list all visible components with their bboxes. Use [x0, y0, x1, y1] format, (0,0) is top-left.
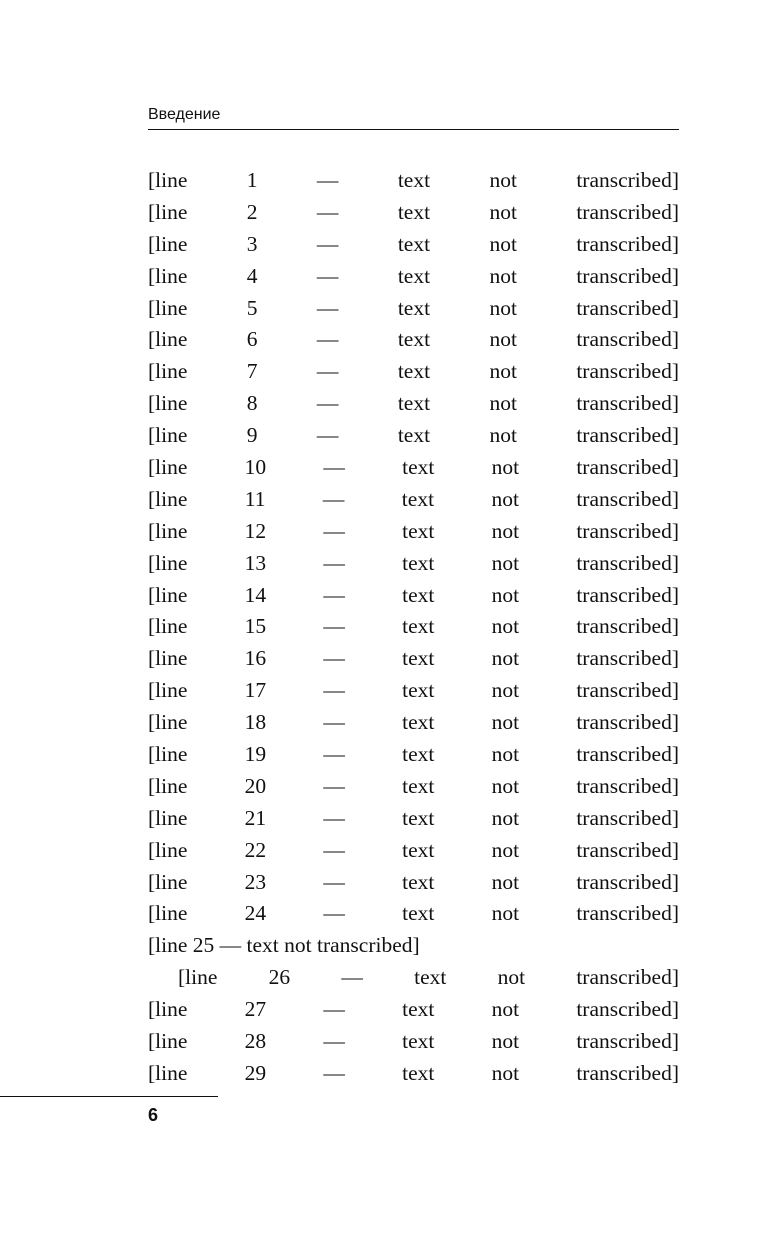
- text-line: [line 11 — text not transcribed]: [148, 486, 679, 511]
- text-line: [line 4 — text not transcribed]: [148, 263, 679, 288]
- text-line: [line 27 — text not transcribed]: [148, 997, 679, 1022]
- text-line: [line 7 — text not transcribed]: [148, 359, 679, 384]
- paragraph-1: [148, 165, 679, 962]
- text-line: [line 24 — text not transcribed]: [148, 901, 679, 926]
- page-number: 6: [148, 1105, 159, 1125]
- text-line: [line 28 — text not transcribed]: [148, 1029, 679, 1054]
- text-line: [line 5 — text not transcribed]: [148, 295, 679, 320]
- text-line: [line 23 — text not transcribed]: [148, 869, 679, 894]
- running-head: Введение: [148, 106, 221, 123]
- text-line: [line 16 — text not transcribed]: [148, 646, 679, 671]
- text-line: [line 10 — text not transcribed]: [148, 455, 679, 480]
- text-line: [line 14 — text not transcribed]: [148, 582, 679, 607]
- text-line: [line 9 — text not transcribed]: [148, 423, 679, 448]
- body-text: [148, 165, 679, 1090]
- text-line: [line 1 — text not transcribed]: [148, 168, 679, 192]
- text-line: [line 29 — text not transcribed]: [148, 1060, 679, 1085]
- text-line: [line 6 — text not transcribed]: [148, 327, 679, 352]
- paragraph-2: [148, 962, 679, 1090]
- text-line: [line 17 — text not transcribed]: [148, 678, 679, 703]
- text-line: [line 20 — text not transcribed]: [148, 773, 679, 798]
- text-line: [line 13 — text not transcribed]: [148, 550, 679, 575]
- text-line: [line 8 — text not transcribed]: [148, 391, 679, 416]
- text-line: [line 3 — text not transcribed]: [148, 231, 679, 256]
- text-line: [line 2 — text not transcribed]: [148, 199, 679, 224]
- text-line: [line 18 — text not transcribed]: [148, 710, 679, 735]
- footer-rule: [0, 1096, 218, 1097]
- header-rule: [148, 129, 679, 130]
- text-line: [line 19 — text not transcribed]: [148, 742, 679, 767]
- text-line: [line 15 — text not transcribed]: [148, 614, 679, 639]
- text-line: [line 22 — text not transcribed]: [148, 837, 679, 862]
- text-line: [line 21 — text not transcribed]: [148, 805, 679, 830]
- text-line: [line 12 — text not transcribed]: [148, 518, 679, 543]
- text-line: [line 26 — text not transcribed]: [178, 965, 679, 990]
- text-line: [line 25 — text not transcribed]: [148, 933, 420, 958]
